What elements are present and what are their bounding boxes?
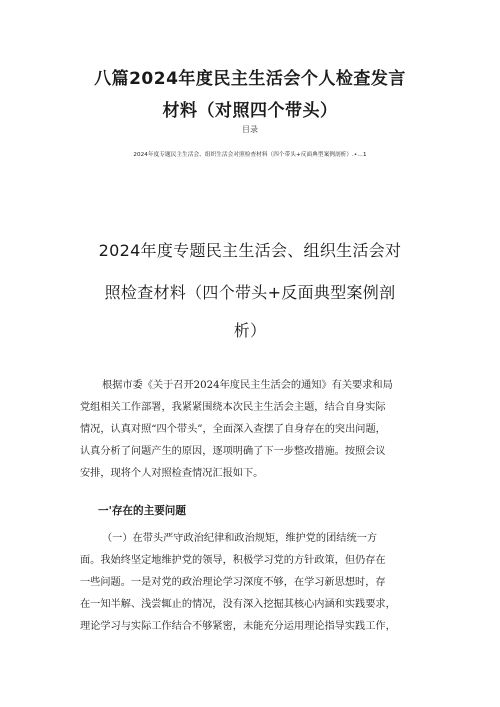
document-title-line-2: 材料（对照四个带头） [162,101,338,121]
paragraph-1-line: 安排，现将个人对照检查情况汇报如下。 [80,468,264,479]
paragraph-2-line: 理论学习与实际工作结合不够紧密，未能充分运用理论指导实践工作， [80,621,396,632]
paragraph-1-line: 认真分析了问题产生的原因，逐项明确了下一步整改措施。按照会议 [80,446,386,457]
paragraph-1-line: 情况，认真对照“四个带头”，全面深入查摆了自身存在的突出问题， [80,424,386,435]
paragraph-2-line: 面。我始终坚定地维护党的领导，积极学习党的方针政策，但仍存在 [80,555,386,566]
article-title-line-1: 2024年度专题民主生活会、组织生活会对 [98,241,402,260]
article-title-line-3: 析） [233,321,267,340]
toc-entry[interactable]: 2024年度专题民主生活会、组织生活会对照检查材料（四个带头+反面典型案例剖析）.•…1 [133,152,367,158]
paragraph-2-line: 在一知半解、浅尝辄止的情况，没有深入挖掘其核心内涵和实践要求， [80,599,396,610]
toc-label: 目录 [242,125,258,134]
section-heading: 一'存在的主要问题 [98,505,186,517]
paragraph-2-line: （一）在带头严守政治纪律和政治规矩，维护党的团结统一方 [102,533,378,544]
paragraph-1-line: 党组相关工作部署，我紧紧围绕本次民主生活会主题，结合自身实际 [80,402,386,413]
paragraph-1-line: 根据市委《关于召开2024年度民主生活会的通知》有关要求和局 [102,380,393,391]
paragraph-2-line: 一些问题。一是对党的政治理论学习深度不够，在学习新思想时，存 [80,577,386,588]
article-title-line-2: 照检查材料（四个带头+反面典型案例剖 [104,283,396,302]
document-title-line-1: 八篇2024年度民主生活会个人检查发言 [94,69,406,89]
